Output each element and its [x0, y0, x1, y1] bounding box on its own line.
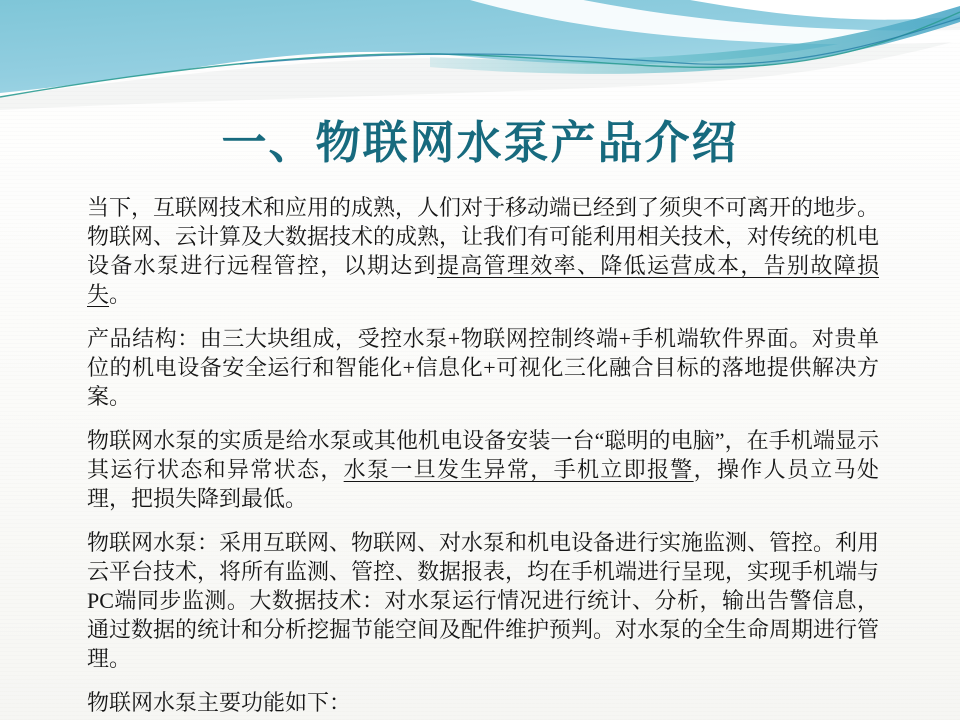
text-segment: 当下，互联网技术和应用的成熟，人们对于移动端已经到了须臾不可离开的地步。物联网、云计算及大数据技术的成熟，让我们有可能利用相关技术，对传统的机电设备水泵进行远程管控，以期达到 — [87, 195, 880, 278]
paragraph — [87, 528, 879, 673]
body-text — [87, 193, 879, 720]
paragraph — [87, 193, 879, 309]
text-segment: ，操作人员立马处理，把损失降到最低。 — [87, 457, 879, 511]
paragraph — [87, 324, 879, 411]
text-segment: 物联网水泵的实质是给水泵或其他机电设备安装一台“聪明的电脑”，在手机端显示其运行状态和异常状态， — [87, 428, 879, 482]
text-segment: 产品结构：由三大块组成，受控水泵+物联网控制终端+手机端软件界面。对贵单位的机电设备安全运行和智能化+信息化+可视化三化融合目标的落地提供解决方案。 — [87, 326, 879, 409]
text-segment: 物联网水泵主要功能如下： — [87, 690, 352, 715]
text-segment: 物联网水泵：采用互联网、物联网、对水泵和机电设备进行实施监测、管控。利用云平台技术，将所有监测、管控、数据报表，均在手机端进行呈现，实现手机端与PC端同步监测。大数据技术：对水泵运行情况进行统计、分析，输出告警信息，通过数据的统计和分析挖掘节能空间及配件维护预判。对水泵的全生命周期进行管理。 — [87, 530, 880, 671]
underlined-text: 水泵一旦发生异常，手机立即报警 — [343, 457, 694, 482]
text-segment: 。 — [109, 282, 132, 307]
underlined-text: 提高管理效率、降低运营成本，告别故障损失 — [87, 253, 879, 307]
page-title: 一、物联网水泵产品介绍 — [221, 117, 739, 168]
paragraph — [87, 426, 879, 513]
paragraph — [87, 688, 879, 717]
